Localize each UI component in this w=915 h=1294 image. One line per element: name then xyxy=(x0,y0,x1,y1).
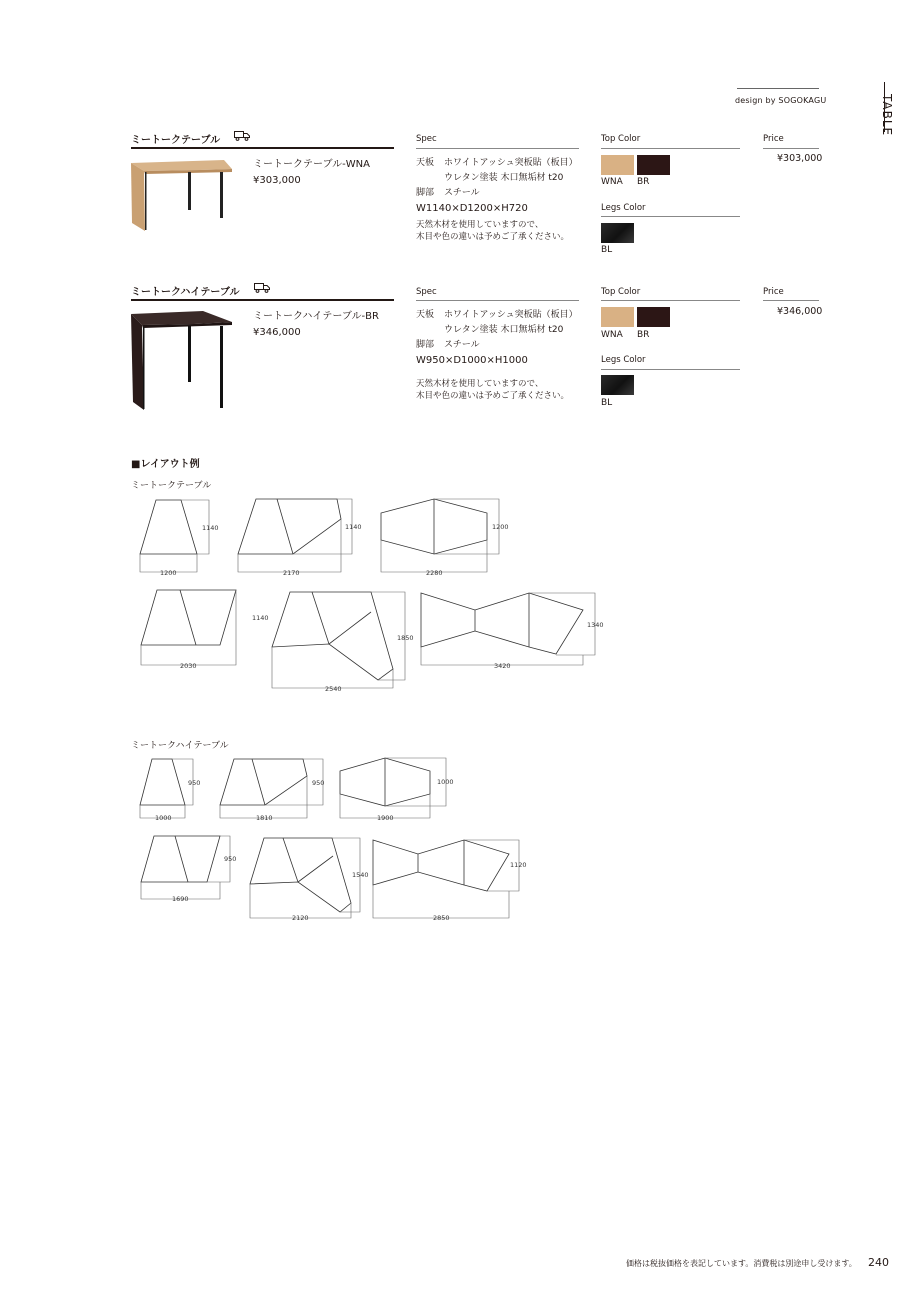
page-number: 240 xyxy=(868,1256,889,1269)
layout-diagram-7 xyxy=(140,759,193,818)
layout-diagram-8 xyxy=(220,759,323,818)
product-title: ミートークハイテーブル xyxy=(131,287,240,298)
layout-diagram-4 xyxy=(141,590,236,665)
brand-credit: design by SOGOKAGU xyxy=(735,96,827,105)
dim-label-20: 1690 xyxy=(172,895,189,903)
spec-heading: Spec xyxy=(416,287,437,297)
layout-diagram-11 xyxy=(250,838,360,918)
layout-diagram-9 xyxy=(340,758,446,818)
variant-name: ミートークテーブル-WNA ¥303,000 xyxy=(253,159,370,186)
dim-label-8: 2030 xyxy=(180,662,197,670)
dim-label-24: 2850 xyxy=(433,914,450,922)
layout-group1-title: ミートークテーブル xyxy=(131,481,212,491)
dim-label-10: 2540 xyxy=(325,685,342,693)
layout-group2-title: ミートークハイテーブル xyxy=(131,741,229,751)
swatch-label-bl: BL xyxy=(601,398,613,408)
dim-label-12: 3420 xyxy=(494,662,511,670)
layout-heading: ■レイアウト例 xyxy=(131,459,200,470)
dim-label-21: 1540 xyxy=(352,871,369,879)
footer-tax-note: 価格は税抜価格を表記しています。消費税は別途申し受けます。 xyxy=(626,1259,857,1268)
price-value: ¥346,000 xyxy=(777,306,823,317)
dim-label-2: 1200 xyxy=(160,569,177,577)
dim-label-6: 2280 xyxy=(426,569,443,577)
legs-color-heading: Legs Color xyxy=(601,203,646,213)
dim-label-18: 1900 xyxy=(377,814,394,822)
dim-label-4: 2170 xyxy=(283,569,300,577)
swatch-label-br: BR xyxy=(637,330,650,340)
dim-label-5: 1200 xyxy=(492,523,509,531)
dim-label-13: 950 xyxy=(188,779,201,787)
spec-block: 天板 ホワイトアッシュ突板貼（板目） ウレタン塗装 木口無垢材 t20 脚部 スチール W1140×D1200×H720 天然木材を使用していますので、 木目や色の違いは予めご了承ください。 xyxy=(416,158,578,242)
swatch-label-wna: WNA xyxy=(601,177,623,187)
price-value: ¥303,000 xyxy=(777,153,823,164)
price-heading: Price xyxy=(763,287,784,297)
side-section-label: TABLE xyxy=(880,94,894,137)
dim-label-14: 1000 xyxy=(155,814,172,822)
layout-diagram-1 xyxy=(140,500,209,572)
dim-label-3: 1140 xyxy=(345,523,362,531)
dim-label-17: 1000 xyxy=(437,778,454,786)
dim-label-1: 1140 xyxy=(202,524,219,532)
swatch-label-bl: BL xyxy=(601,245,613,255)
price-heading: Price xyxy=(763,134,784,144)
layout-diagram-2 xyxy=(238,499,352,572)
variant-name: ミートークハイテーブル-BR ¥346,000 xyxy=(253,311,379,338)
dim-label-9: 1850 xyxy=(397,634,414,642)
dim-label-22: 2120 xyxy=(292,914,309,922)
swatch-label-br: BR xyxy=(637,177,650,187)
dim-label-15: 950 xyxy=(312,779,325,787)
layout-diagram-5 xyxy=(272,592,405,688)
layout-diagram-10 xyxy=(141,836,230,899)
top-color-heading: Top Color xyxy=(601,134,641,144)
spec-block: 天板 ホワイトアッシュ突板貼（板目） ウレタン塗装 木口無垢材 t20 脚部 スチール W950×D1000×H1000 天然木材を使用していますので、 木目や色の違いは予めご了承ください。 xyxy=(416,310,578,401)
dim-label-23: 1120 xyxy=(510,861,527,869)
top-color-heading: Top Color xyxy=(601,287,641,297)
dim-label-11: 1340 xyxy=(587,621,604,629)
spec-heading: Spec xyxy=(416,134,437,144)
dim-label-19: 950 xyxy=(224,855,237,863)
layout-diagram-3 xyxy=(381,499,499,572)
swatch-label-wna: WNA xyxy=(601,330,623,340)
dim-label-7: 1140 xyxy=(252,614,269,622)
legs-color-heading: Legs Color xyxy=(601,355,646,365)
layout-diagram-6 xyxy=(421,593,595,665)
product-title: ミートークテーブル xyxy=(131,135,221,146)
dim-label-16: 1810 xyxy=(256,814,273,822)
layout-diagram-12 xyxy=(373,840,519,918)
